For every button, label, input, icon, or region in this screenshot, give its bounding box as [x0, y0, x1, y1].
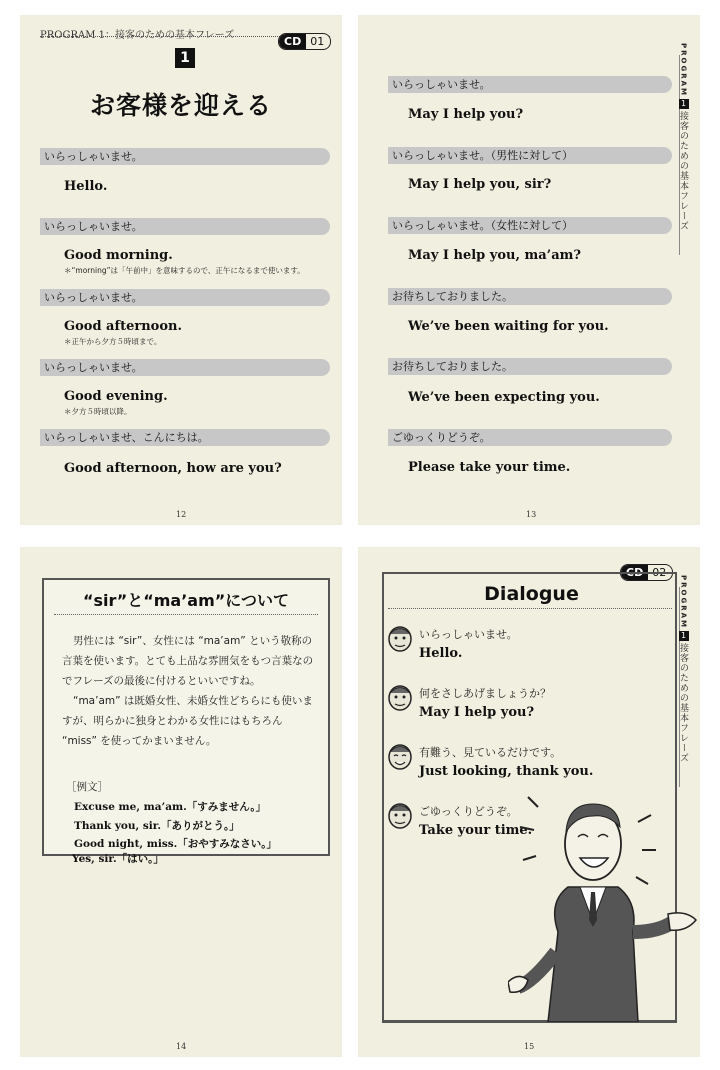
column-paragraph: “ma’am” は既婚女性、未婚女性どちらにも使いますが、明らかに独身とわかる女性にはもちろん “miss” を使ってかまいません。: [62, 695, 313, 747]
column-body: [62, 631, 316, 751]
dialogue-japanese: いらっしゃいませ。: [419, 628, 518, 641]
cd-track-number: 01: [310, 35, 325, 48]
cd-label: CD: [279, 34, 306, 49]
phrase-label: いらっしゃいませ。: [40, 218, 330, 235]
page-number: 12: [176, 510, 187, 519]
example-sentence: Good night, miss.「おやすみなさい。」: [74, 838, 278, 850]
example-label: ［例文］: [66, 781, 108, 793]
phrase-label: いらっしゃいませ。: [40, 359, 330, 376]
dialogue-english: Take your time.: [419, 823, 533, 838]
side-tab-program: PROGRAM: [679, 575, 688, 629]
phrase-label: いらっしゃいませ。: [40, 148, 330, 165]
page-number: 15: [524, 1042, 535, 1051]
phrase-english: We’ve been expecting you.: [408, 390, 600, 405]
example-sentence: Excuse me, ma’am.「すみません。」: [74, 801, 267, 813]
chapter-title: お客様を迎える: [89, 91, 272, 120]
phrase-english: May I help you, sir?: [408, 177, 552, 192]
customer-face-icon: [385, 800, 415, 830]
example-sentence: Thank you, sir.「ありがとう。」: [74, 820, 240, 832]
column-title: “sir”と“ma’am”について: [83, 591, 289, 610]
dialogue-english: May I help you?: [419, 705, 535, 720]
phrase-label: いらっしゃいませ。（女性に対して）: [388, 217, 672, 234]
page-number: 14: [176, 1042, 187, 1051]
phrase-label: ごゆっくりどうぞ。: [388, 429, 672, 446]
page-15: [358, 547, 700, 1057]
dialogue-english: Just looking, thank you.: [419, 764, 594, 779]
page-14: [20, 547, 342, 1057]
side-tab-program: PROGRAM: [679, 43, 688, 97]
phrase-note: ＊正午から夕方５時頃まで。: [64, 337, 162, 346]
phrase-english: May I help you, ma’am?: [408, 248, 582, 263]
side-tab-number: 1: [679, 631, 689, 641]
cd-track-badge: [278, 33, 331, 50]
customer-face-icon: [385, 682, 415, 712]
side-tab: [677, 43, 690, 231]
side-tab-subtitle: 接客のための基本フレーズ: [678, 643, 688, 763]
cd-label: CD: [621, 565, 648, 580]
customer-face-icon: [385, 741, 415, 771]
side-tab-subtitle: 接客のための基本フレーズ: [678, 111, 688, 231]
dialogue-japanese: ごゆっくりどうぞ。: [419, 805, 518, 818]
phrase-english: Good afternoon, how are you?: [64, 461, 282, 476]
column-box: [42, 578, 330, 856]
page-13: [358, 15, 700, 525]
customer-face-icon: [385, 623, 415, 653]
dialogue-japanese: 何をさしあげましょうか？: [419, 687, 551, 700]
phrase-label: いらっしゃいませ。（男性に対して）: [388, 147, 672, 164]
dialogue-rule: [388, 608, 672, 609]
chapter-number: 1: [175, 48, 195, 68]
phrase-label: いらっしゃいませ。: [40, 289, 330, 306]
phrase-label: お待ちしておりました。: [388, 358, 672, 375]
clerk-illustration: [508, 782, 698, 1022]
phrase-english: May I help you?: [408, 107, 524, 122]
running-header: PROGRAM 1：接客のための基本フレーズ: [40, 30, 235, 41]
phrase-english: Good afternoon.: [64, 319, 182, 334]
column-rule: [54, 614, 318, 615]
phrase-label: いらっしゃいませ、こんにちは。: [40, 429, 330, 446]
phrase-label: お待ちしておりました。: [388, 288, 672, 305]
phrase-note: ＊夕方５時頃以降。: [64, 407, 132, 416]
side-tab: [677, 575, 690, 763]
phrase-english: Good evening.: [64, 389, 168, 404]
dialogue-english: Hello.: [419, 646, 463, 661]
page-number: 13: [526, 510, 537, 519]
dialogue-title: Dialogue: [484, 583, 579, 605]
phrase-english: Please take your time.: [408, 460, 571, 475]
phrase-label: いらっしゃいませ。: [388, 76, 672, 93]
phrase-note: ＊“morning”は「午前中」を意味するので、正午になるまで使います。: [64, 266, 305, 275]
phrase-english: Good morning.: [64, 248, 173, 263]
dialogue-japanese: 有難う、見ているだけです。: [419, 746, 562, 759]
example-sentence: Yes, sir.「はい。」: [72, 853, 164, 865]
phrase-english: We’ve been waiting for you.: [408, 319, 609, 334]
page-12: [20, 15, 342, 525]
cd-track-number: 02: [652, 566, 667, 579]
side-tab-number: 1: [679, 99, 689, 109]
phrase-english: Hello.: [64, 179, 108, 194]
column-paragraph: 男性には “sir”、女性には “ma’am” という敬称の言葉を使います。とても上品な雰囲気をもつ言葉なのでフレーズの最後に付けるといいですね。: [62, 635, 314, 687]
